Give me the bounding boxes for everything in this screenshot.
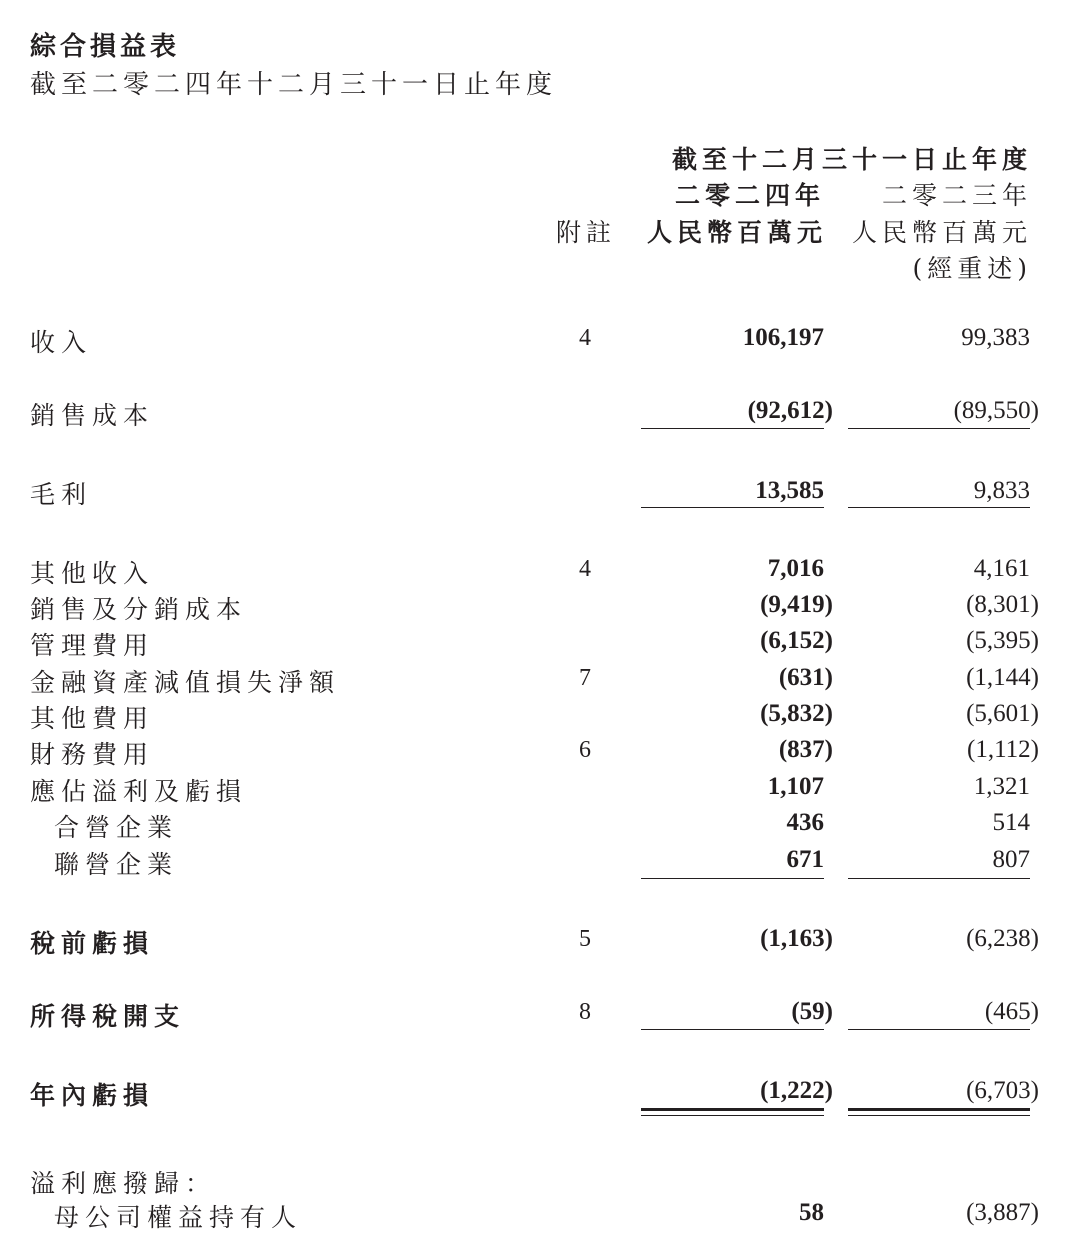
loss-before-tax-2023: (6,238) <box>966 925 1039 952</box>
underline-2024 <box>641 878 824 879</box>
other-income-note: 4 <box>579 556 591 582</box>
finance-costs-label: 財務費用 <box>30 740 155 769</box>
revenue-label: 收入 <box>30 328 93 357</box>
other-income-2023: 4,161 <box>973 555 1030 582</box>
selling-distribution-2024: (9,419) <box>760 591 833 618</box>
admin-expenses-2023: (5,395) <box>966 627 1039 654</box>
period-header: 截至十二月三十一日止年度 <box>671 145 1032 174</box>
other-expenses-label: 其他費用 <box>30 704 155 733</box>
underline-2024 <box>641 428 824 429</box>
double-underline-2024 <box>641 1108 824 1111</box>
other-expenses-2024: (5,832) <box>760 700 833 727</box>
year-2023-header: 二零二三年 <box>881 181 1032 210</box>
revenue-note: 4 <box>579 325 591 351</box>
impairment-note: 7 <box>579 665 591 691</box>
income-tax-2024: (59) <box>791 998 833 1025</box>
owners-parent-2023: (3,887) <box>966 1199 1039 1226</box>
revenue-2023: 99,383 <box>961 324 1030 351</box>
cost-of-sales-2023: (89,550) <box>953 397 1039 424</box>
associates-label: 聯營企業 <box>54 850 179 879</box>
associates-2023: 807 <box>992 846 1030 873</box>
unit-2023-header: 人民幣百萬元 <box>851 218 1032 247</box>
cost-of-sales-2024: (92,612) <box>747 397 833 424</box>
restated-header: (經重述) <box>912 254 1032 283</box>
double-underline-2024 <box>641 1115 824 1116</box>
share-of-profit-label: 應佔溢利及虧損 <box>30 777 248 806</box>
joint-ventures-2024: 436 <box>786 809 824 836</box>
underline-2023 <box>848 878 1030 879</box>
loss-for-year-2023: (6,703) <box>966 1077 1039 1104</box>
underline-2024 <box>641 507 824 508</box>
finance-costs-note: 6 <box>579 737 591 763</box>
revenue-2024: 106,197 <box>742 324 824 351</box>
share-of-profit-2023: 1,321 <box>973 773 1030 800</box>
other-expenses-2023: (5,601) <box>966 700 1039 727</box>
loss-before-tax-2024: (1,163) <box>760 925 833 952</box>
impairment-label: 金融資產減值損失淨額 <box>30 668 341 697</box>
impairment-2024: (631) <box>778 664 833 691</box>
cost-of-sales-label: 銷售成本 <box>30 401 155 430</box>
joint-ventures-label: 合營企業 <box>54 813 179 842</box>
other-income-label: 其他收入 <box>30 559 155 588</box>
statement-title: 綜合損益表 <box>30 32 181 62</box>
admin-expenses-2024: (6,152) <box>760 627 833 654</box>
joint-ventures-2023: 514 <box>992 809 1030 836</box>
gross-profit-2024: 13,585 <box>755 477 824 504</box>
admin-expenses-label: 管理費用 <box>30 631 155 660</box>
note-header: 附註 <box>556 218 617 247</box>
attributable-label: 溢利應撥歸： <box>30 1169 217 1198</box>
loss-for-year-2024: (1,222) <box>760 1077 833 1104</box>
owners-parent-label: 母公司權益持有人 <box>54 1203 303 1232</box>
impairment-2023: (1,144) <box>966 664 1039 691</box>
underline-2023 <box>848 507 1030 508</box>
double-underline-2023 <box>848 1115 1030 1116</box>
underline-2023 <box>848 428 1030 429</box>
underline-2024 <box>641 1029 824 1030</box>
selling-distribution-label: 銷售及分銷成本 <box>30 595 248 624</box>
double-underline-2023 <box>848 1108 1030 1111</box>
loss-for-year-label: 年內虧損 <box>30 1081 155 1110</box>
income-tax-note: 8 <box>579 999 591 1025</box>
selling-distribution-2023: (8,301) <box>966 591 1039 618</box>
finance-costs-2024: (837) <box>778 736 833 763</box>
income-tax-label: 所得稅開支 <box>30 1002 186 1031</box>
year-2024-header: 二零二四年 <box>674 181 825 210</box>
associates-2024: 671 <box>786 846 824 873</box>
owners-parent-2024: 58 <box>799 1199 824 1226</box>
loss-before-tax-label: 稅前虧損 <box>30 929 155 958</box>
gross-profit-2023: 9,833 <box>973 477 1030 504</box>
underline-2023 <box>848 1029 1030 1030</box>
gross-profit-label: 毛利 <box>30 480 93 509</box>
unit-2024-header: 人民幣百萬元 <box>646 218 827 247</box>
statement-subtitle: 截至二零二四年十二月三十一日止年度 <box>30 70 558 100</box>
finance-costs-2023: (1,112) <box>967 736 1039 763</box>
other-income-2024: 7,016 <box>767 555 824 582</box>
share-of-profit-2024: 1,107 <box>767 773 824 800</box>
income-tax-2023: (465) <box>984 998 1039 1025</box>
loss-before-tax-note: 5 <box>579 926 591 952</box>
